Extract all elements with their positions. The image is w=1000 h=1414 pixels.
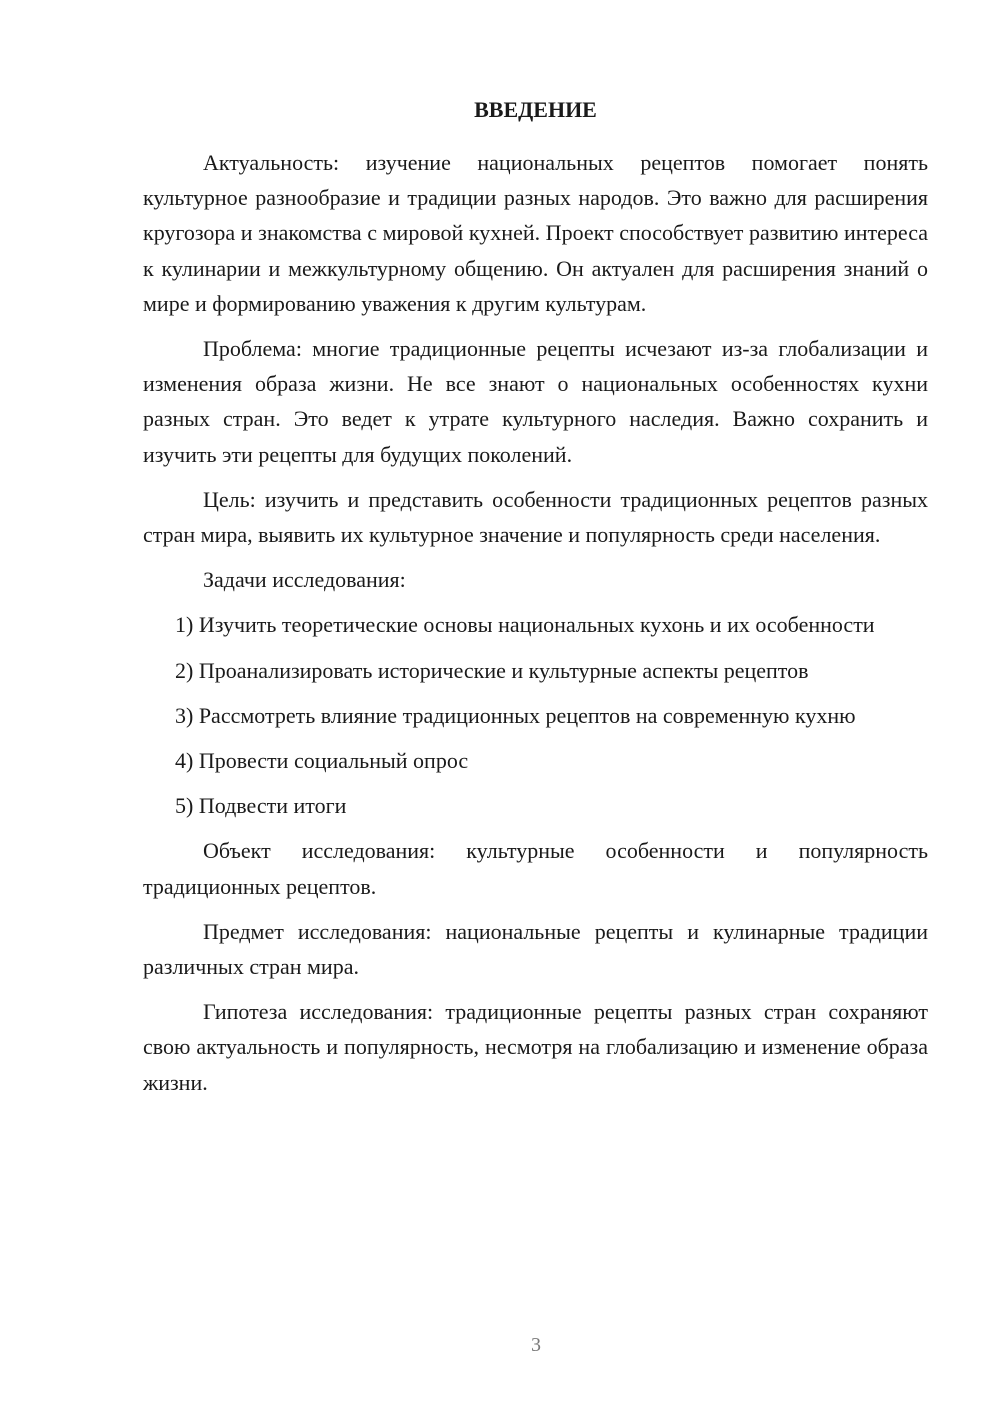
page-number: 3 — [531, 1334, 541, 1356]
page-title: ВВЕДЕНИЕ — [474, 97, 597, 122]
paragraph-hypothesis: Гипотеза исследования: традиционные рецепты разных стран сохраняют свою актуальность и популярность, несмотря на глобализацию и изменение образа жизни. — [143, 999, 928, 1095]
document-page — [143, 95, 928, 1110]
paragraph-relevance: Актуальность: изучение национальных рецептов помогает понять культурное разнообразие и традиции разных народов. Это важно для расширения кругозора и знакомства с мировой кухней. Проект способствует развитию интереса к кулинарии и межкультурному общению. Он актуален для расширения знаний о мире и формированию уважения к другим культурам. — [143, 150, 928, 316]
task-item-3: 3) Рассмотреть влияние традиционных рецептов на современную кухню — [175, 702, 856, 728]
task-item-2: 2) Проанализировать исторические и культурные аспекты рецептов — [175, 657, 809, 683]
task-item-1: 1) Изучить теоретические основы национальных кухонь и их особенности — [175, 612, 875, 638]
paragraph-goal: Цель: изучить и представить особенности традиционных рецептов разных стран мира, выявить их культурное значение и популярность среди населения. — [143, 486, 928, 548]
task-item-5: 5) Подвести итоги — [175, 793, 347, 819]
paragraph-subject: Предмет исследования: национальные рецепты и кулинарные традиции различных стран мира. — [143, 918, 928, 980]
tasks-heading: Задачи исследования: — [203, 567, 406, 593]
paragraph-object: Объект исследования: культурные особенности и популярность традиционных рецептов. — [143, 838, 928, 899]
task-item-4: 4) Провести социальный опрос — [175, 748, 469, 774]
paragraph-problem: Проблема: многие традиционные рецепты исчезают из-за глобализации и изменения образа жизни. Не все знают о национальных особенностях кухни разных стран. Это ведет к утрате культурного наследия. Важно сохранить и изучить эти рецепты для будущих поколений. — [143, 336, 928, 467]
